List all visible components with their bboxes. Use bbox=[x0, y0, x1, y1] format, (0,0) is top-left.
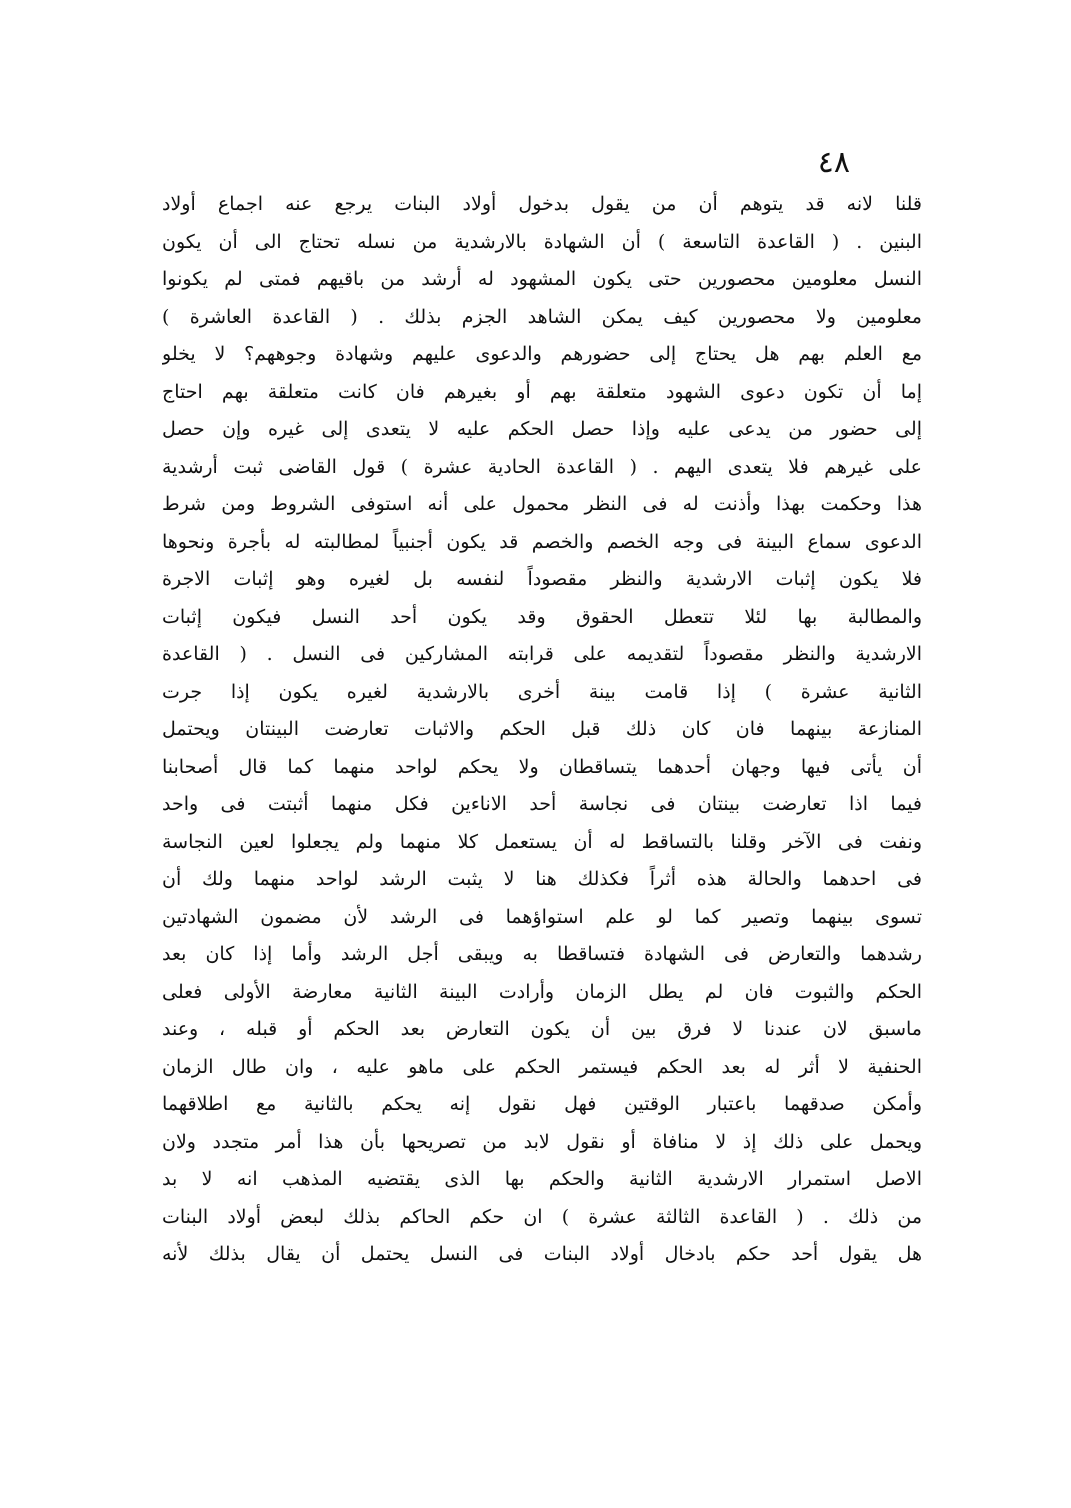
text-line: رشدهما والتعارض فى الشهادة فتساقطا به ويبقى أجل الرشد وأما إذا كان بعد bbox=[162, 943, 922, 965]
text-line: الحنفية لا أثر له بعد الحكم فيستمر الحكم على ماهو عليه ، وان طال الزمان bbox=[162, 1055, 922, 1078]
text-line: على غيرهم فلا يتعدى اليهم . ( القاعدة الحادية عشرة ) قول القاضى ثبت أرشدية bbox=[162, 455, 922, 478]
text-line: من ذلك . ( القاعدة الثالثة عشرة ) ان حكم الحاكم بذلك لبعض أولاد البنات bbox=[162, 1205, 922, 1228]
text-line: ونفت فى الآخر وقلنا بالتساقط له أن يستعمل كلا منهما ولم يجعلوا لعين النجاسة bbox=[162, 830, 922, 853]
text-line: الاصل استمرار الارشدية الثانية والحكم بها الذى يقتضيه المذهب انه لا بد bbox=[162, 1168, 922, 1190]
text-line: أن يأتى فيها وجهان أحدهما يتساقطان ولا يحكم لواحد منهما كما قال أصحابنا bbox=[162, 755, 922, 778]
text-line: الارشدية والنظر مقصوداً لتقديمه على قرابته المشاركين فى النسل . ( القاعدة bbox=[162, 643, 922, 665]
text-line: المنازعة بينهما فان كان ذلك قبل الحكم والاثبات تعارضت البينتان ويحتمل bbox=[162, 718, 922, 740]
page-number: ٤٨ bbox=[817, 145, 850, 180]
text-line: هل يقول أحد حكم بادخال أولاد البنات فى النسل يحتمل أن يقال بذلك لأنه bbox=[162, 1243, 922, 1265]
text-line: الثانية عشرة ) إذا قامت بينة أخرى بالارشدية لغيره يكون إذا جرت bbox=[162, 680, 922, 703]
body-text bbox=[162, 186, 922, 1274]
text-line: إلى حضور من يدعى عليه وإذا حصل الحكم عليه لا يتعدى إلى غيره وإن حصل bbox=[162, 418, 922, 440]
text-line: ماسبق لان عندنا لا فرق بين أن يكون التعارض بعد الحكم أو قبله ، وعند bbox=[162, 1018, 922, 1040]
text-line: ويحمل على ذلك إذ لا منافاة أو نقول لابد من تصريحها بأن هذا أمر متجدد ولان bbox=[162, 1130, 922, 1153]
text-line: فى احدهما والحالة هذه أثراً فكذلك هنا لا يثبت الرشد لواحد منهما ولك أن bbox=[162, 868, 922, 890]
text-line: والمطالبة بها لئلا تتعطل الحقوق وقد يكون أحد النسل فيكون إثبات bbox=[162, 605, 922, 628]
text-line: الدعوى سماع البينة فى وجه الخصم والخصم قد يكون أجنبياً لمطالبته له بأجرة ونحوها bbox=[162, 530, 922, 553]
text-line: البنين . ( القاعدة التاسعة ) أن الشهادة بالارشدية من نسله تحتاج الى أن يكون bbox=[162, 230, 922, 253]
text-line: قلنا لانه قد يتوهم أن من يقول بدخول أولاد البنات يرجع عنه اجماع أولاد bbox=[162, 193, 922, 215]
text-line: معلومين ولا محصورين كيف يمكن الشاهد الجزم بذلك . ( القاعدة العاشرة ) bbox=[162, 305, 922, 328]
text-line: وأمكن صدقهما باعتبار الوقتين فهل نقول إنه يحكم بالثانية مع اطلاقهما bbox=[162, 1093, 922, 1115]
text-line: فلا يكون إثبات الارشدية والنظر مقصوداً لنفسه بل لغيره وهو إثبات الاجرة bbox=[162, 568, 922, 590]
text-line: مع العلم بهم هل يحتاج إلى حضورهم والدعوى عليهم وشهادة وجوههم؟ لا يخلو bbox=[162, 343, 922, 365]
text-line: النسل معلومين محصورين حتى يكون المشهود له أرشد من باقيهم فمتى لم يكونوا bbox=[162, 268, 922, 290]
text-line: تسوى بينهما وتصير كما لو علم استواؤهما فى الرشد لأن مضمون الشهادتين bbox=[162, 905, 922, 928]
text-line: إما أن تكون دعوى الشهود متعلقة بهم أو بغيرهم فان كانت متعلقة بهم احتاج bbox=[162, 380, 922, 403]
text-line: هذا وحكمت بهذا وأذنت له فى النظر محمول على أنه استوفى الشروط ومن شرط bbox=[162, 493, 922, 515]
text-line: الحكم والثبوت فان لم يطل الزمان وأرادت البينة الثانية معارضة الأولى فعلى bbox=[162, 980, 922, 1003]
text-line: فيما اذا تعارضت بينتان فى نجاسة أحد الاناءين فكل منهما أثبتت فى واحد bbox=[162, 793, 922, 815]
